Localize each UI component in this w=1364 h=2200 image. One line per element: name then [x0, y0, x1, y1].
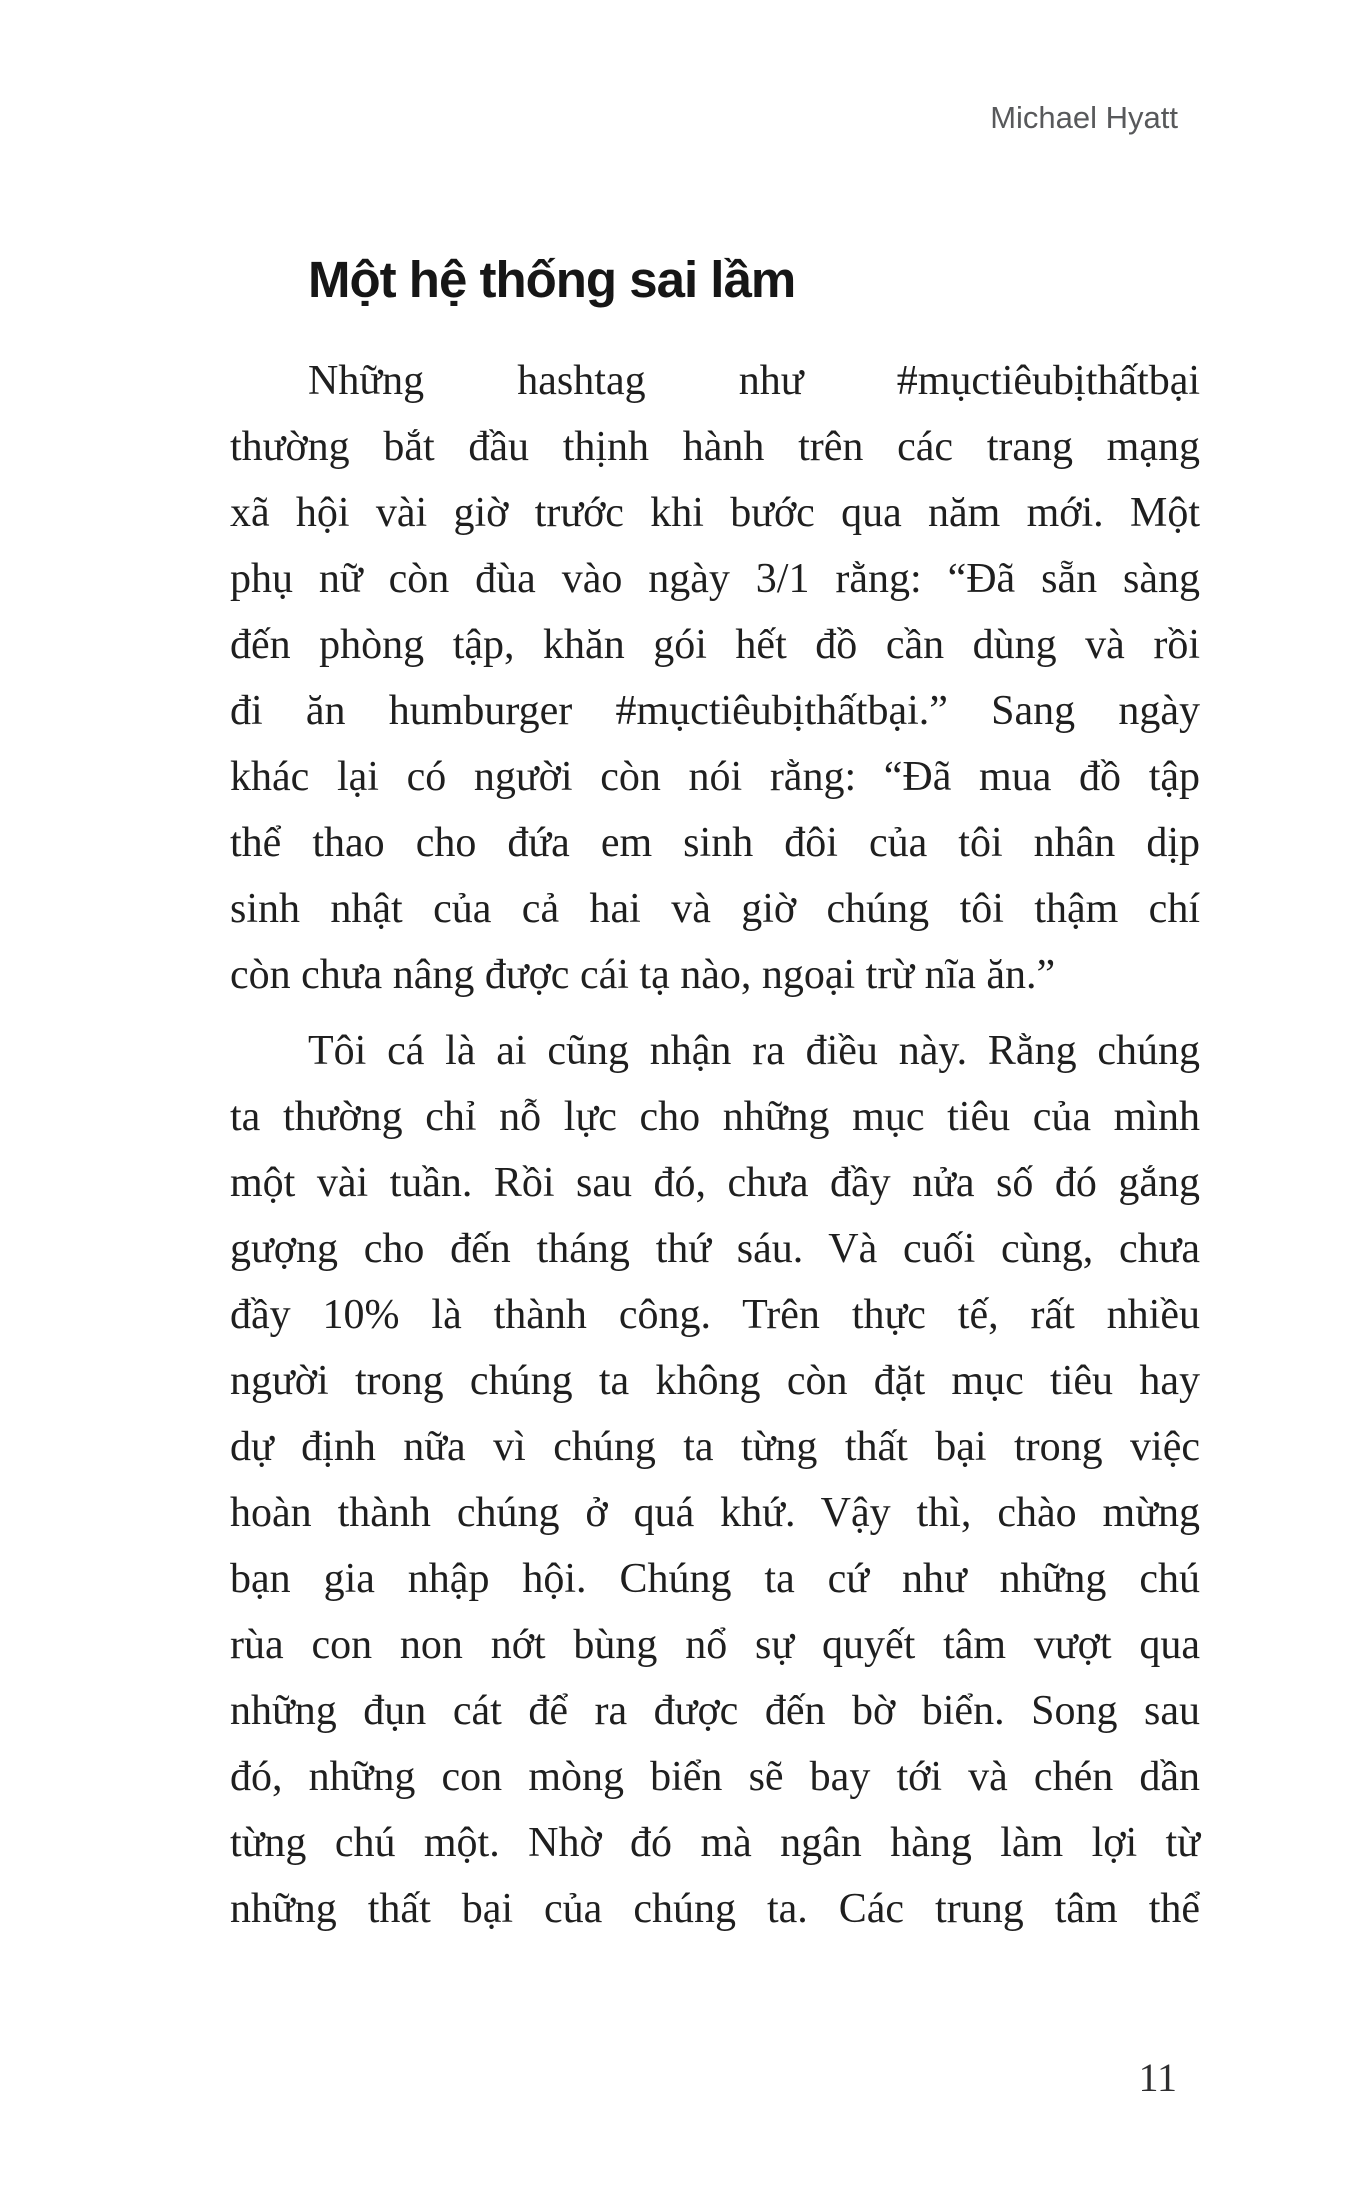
body-line: những đụn cát để ra được đến bờ biển. Song sau	[230, 1688, 1200, 1734]
body-line: một vài tuần. Rồi sau đó, chưa đầy nửa số đó gắng	[230, 1160, 1200, 1206]
chapter-title: Một hệ thống sai lầm	[308, 251, 796, 308]
page-number: 11	[1138, 2055, 1177, 2100]
body-line: thể thao cho đứa em sinh đôi của tôi nhân dịp	[230, 820, 1200, 866]
paragraph	[230, 1018, 1200, 1942]
body-line: dự định nữa vì chúng ta từng thất bại trong việc	[230, 1424, 1200, 1470]
body-line: từng chú một. Nhờ đó mà ngân hàng làm lợi từ	[230, 1820, 1200, 1866]
body-line: đầy 10% là thành công. Trên thực tế, rất nhiều	[230, 1292, 1200, 1338]
body-line: bạn gia nhập hội. Chúng ta cứ như những chú	[230, 1556, 1200, 1602]
body-line: xã hội vài giờ trước khi bước qua năm mới. Một	[230, 490, 1200, 536]
body-line: những thất bại của chúng ta. Các trung tâm thể	[230, 1886, 1200, 1932]
body-line: Tôi cá là ai cũng nhận ra điều này. Rằng chúng	[308, 1028, 1200, 1074]
paragraph	[230, 348, 1200, 1008]
body-line: Những hashtag như #mụctiêubịthấtbại	[308, 358, 1200, 404]
body-line: ta thường chỉ nỗ lực cho những mục tiêu của mình	[230, 1094, 1200, 1140]
body-line: người trong chúng ta không còn đặt mục tiêu hay	[230, 1358, 1200, 1404]
body-line: thường bắt đầu thịnh hành trên các trang mạng	[230, 424, 1200, 470]
body-line: sinh nhật của cả hai và giờ chúng tôi thậm chí	[230, 886, 1200, 932]
body-line: khác lại có người còn nói rằng: “Đã mua đồ tập	[230, 754, 1200, 800]
running-header-author: Michael Hyatt	[990, 100, 1178, 135]
body-line: gượng cho đến tháng thứ sáu. Và cuối cùng, chưa	[230, 1226, 1200, 1272]
body-line: rùa con non nớt bùng nổ sự quyết tâm vượt qua	[230, 1622, 1200, 1668]
body-line: phụ nữ còn đùa vào ngày 3/1 rằng: “Đã sẵn sàng	[230, 556, 1200, 602]
body-line: hoàn thành chúng ở quá khứ. Vậy thì, chào mừng	[230, 1490, 1200, 1536]
body-line: đi ăn humburger #mụctiêubịthấtbại.” Sang ngày	[230, 688, 1200, 734]
body-line: đó, những con mòng biển sẽ bay tới và chén dần	[230, 1754, 1200, 1800]
body-line: đến phòng tập, khăn gói hết đồ cần dùng và rồi	[230, 622, 1200, 668]
body-line: còn chưa nâng được cái tạ nào, ngoại trừ nĩa ăn.”	[230, 952, 1056, 998]
text-block	[230, 0, 1200, 2101]
